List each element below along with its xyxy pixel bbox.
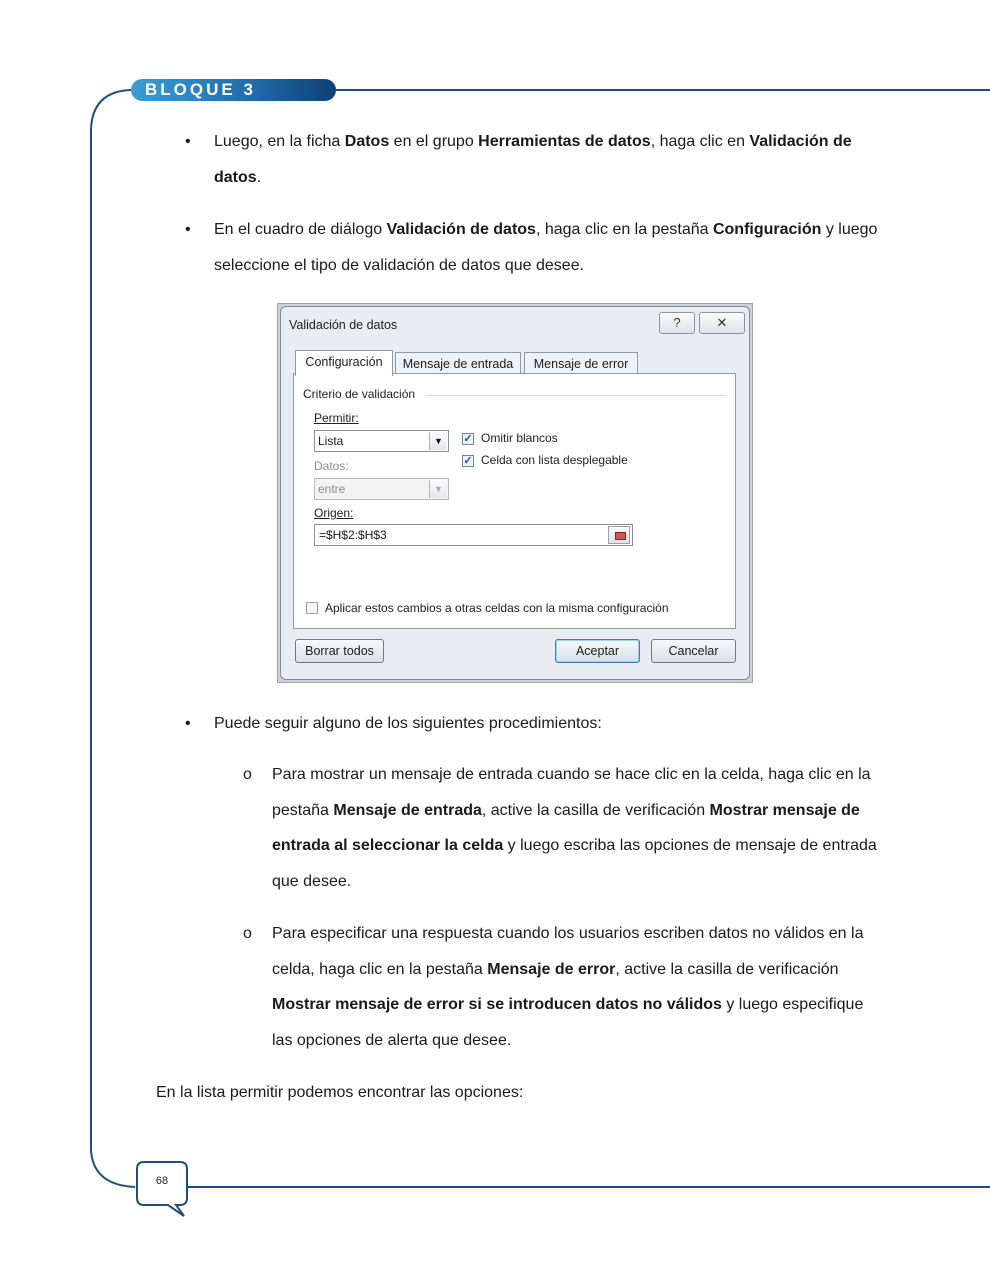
permitir-label: Permitir: xyxy=(314,411,359,425)
chevron-down-icon: ▼ xyxy=(429,480,447,498)
bullet-dot: • xyxy=(185,221,191,238)
origen-value: =$H$2:$H$3 xyxy=(319,528,387,542)
page-number: 68 xyxy=(155,1175,169,1187)
section-divider xyxy=(426,395,726,396)
tab-configuracion[interactable]: Configuración xyxy=(295,350,393,376)
help-button[interactable] xyxy=(659,312,695,334)
text-run: en el grupo xyxy=(389,133,479,150)
section-tab xyxy=(131,79,336,101)
datos-select xyxy=(314,478,449,500)
text-run: En el cuadro de diálogo xyxy=(214,221,387,238)
help-icon: ? xyxy=(673,315,681,330)
permitir-value: Lista xyxy=(318,434,344,448)
bold-text: Herramientas de datos xyxy=(478,133,651,150)
sub-bullet-dot: o xyxy=(243,925,252,942)
bold-text: Datos xyxy=(344,133,390,150)
tab-mensaje-error[interactable]: Mensaje de error xyxy=(524,352,638,375)
chevron-down-icon[interactable]: ▼ xyxy=(429,432,447,450)
sub-bullet-paragraph-1 xyxy=(272,757,882,899)
celda-lista-label: Celda con lista desplegable xyxy=(481,453,628,467)
criteria-section-label: Criterio de validación xyxy=(303,387,416,401)
range-select-icon[interactable] xyxy=(608,526,630,544)
bullet-dot: • xyxy=(185,715,191,732)
bullet-paragraph-1 xyxy=(214,124,879,195)
permitir-select[interactable] xyxy=(314,430,449,452)
checkmark-icon: ✓ xyxy=(463,433,473,445)
section-tab-label: BLOQUE 3 xyxy=(145,80,256,99)
borrar-todos-button[interactable]: Borrar todos xyxy=(295,639,384,663)
tab-mensaje-entrada[interactable]: Mensaje de entrada xyxy=(395,352,521,375)
datos-label: Datos: xyxy=(314,459,349,473)
text-run: Para especificar una respuesta cuando los usuarios escriben datos no válidos en la celda, haga clic en la pestaña xyxy=(272,925,864,978)
text-run: Luego, en la ficha xyxy=(214,133,345,150)
text-run: y luego seleccione el tipo de validación de datos que desee. xyxy=(214,221,878,274)
text-run: Puede seguir alguno de los siguientes procedimientos: xyxy=(214,715,602,732)
aceptar-button[interactable]: Aceptar xyxy=(555,639,640,663)
omitir-blancos-label: Omitir blancos xyxy=(481,431,558,445)
checkmark-icon: ✓ xyxy=(463,455,473,467)
bullet-paragraph-3 xyxy=(214,706,879,742)
aplicar-label: Aplicar estos cambios a otras celdas con la misma configuración xyxy=(325,601,669,615)
cancelar-button[interactable]: Cancelar xyxy=(651,639,736,663)
bold-text: Mensaje de entrada xyxy=(333,801,482,819)
closing-paragraph: En la lista permitir podemos encontrar las opciones: xyxy=(156,1084,524,1101)
bold-text: Mostrar mensaje de error si se introducen datos no válidos xyxy=(272,996,722,1013)
bold-text: Validación de datos xyxy=(214,133,852,186)
origen-label: Origen: xyxy=(314,506,354,520)
celda-lista-checkbox[interactable] xyxy=(462,455,474,467)
origen-input[interactable] xyxy=(314,524,633,546)
dialog-screenshot xyxy=(277,303,753,683)
text-run: Para mostrar un mensaje de entrada cuando se hace clic en la celda, haga clic en la pestaña xyxy=(272,766,871,819)
validation-dialog xyxy=(280,306,750,680)
bold-text: Validación de datos xyxy=(386,221,536,238)
bold-text: Mostrar mensaje de entrada al seleccionar la celda xyxy=(272,801,860,854)
sub-bullet-paragraph-2 xyxy=(272,916,882,1058)
bullet-paragraph-2 xyxy=(214,212,879,283)
bold-text: Configuración xyxy=(712,221,822,238)
aplicar-checkbox[interactable] xyxy=(306,602,318,614)
sub-bullet-dot: o xyxy=(243,766,252,783)
text-run: y luego escriba las opciones de mensaje de entrada que desee. xyxy=(272,837,877,890)
bold-text: Mensaje de error xyxy=(487,960,616,978)
text-run: , haga clic en la pestaña xyxy=(535,221,713,238)
tab-panel xyxy=(293,373,736,629)
omitir-blancos-checkbox[interactable] xyxy=(462,433,474,445)
dialog-title: Validación de datos xyxy=(289,318,398,332)
datos-value: entre xyxy=(318,482,346,496)
close-button[interactable] xyxy=(699,312,745,334)
text-run: , active la casilla de verificación xyxy=(615,960,839,978)
text-run: y luego especifique las opciones de alerta que desee. xyxy=(272,996,864,1049)
text-run: , active la casilla de verificación xyxy=(481,801,710,819)
close-icon: ✕ xyxy=(716,315,728,330)
text-run: . xyxy=(256,168,262,186)
text-run: , haga clic en xyxy=(650,133,750,150)
bullet-dot: • xyxy=(185,133,191,150)
